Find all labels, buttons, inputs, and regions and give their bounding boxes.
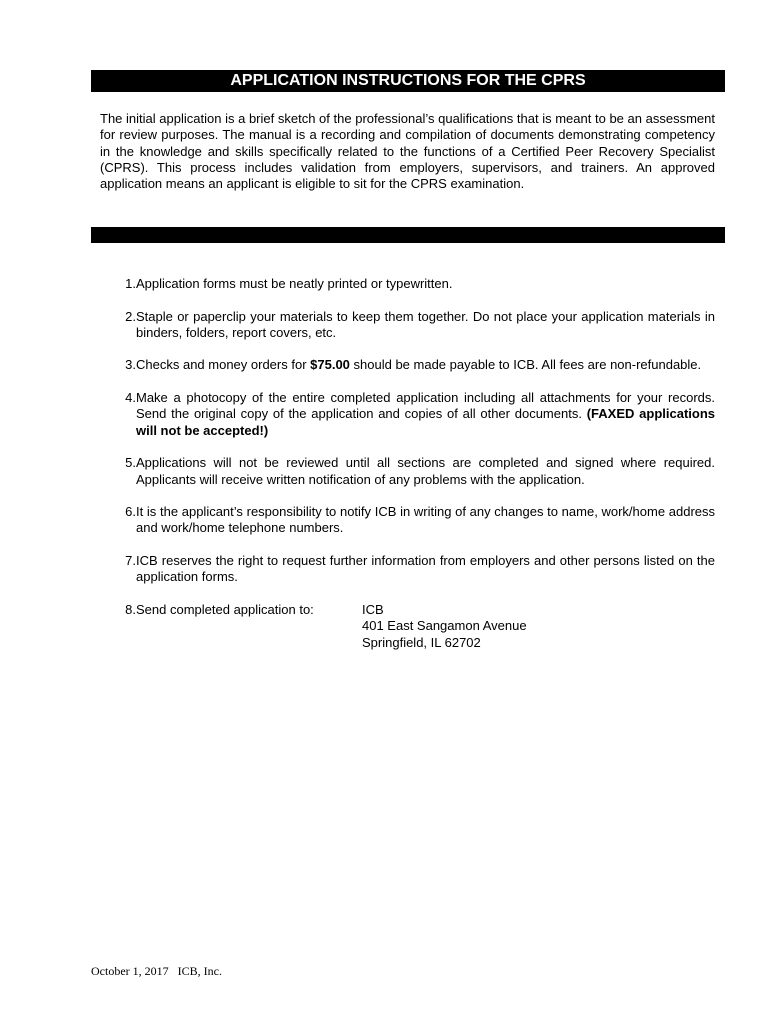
list-item (100, 309, 715, 342)
item-text-post: should be made payable to ICB. All fees are non-refundable. (349, 357, 702, 373)
address-line: 401 East Sangamon Avenue (362, 618, 527, 634)
address-line: Springfield, IL 62702 (362, 634, 481, 650)
page-title: APPLICATION INSTRUCTIONS FOR THE CPRS (91, 70, 725, 92)
list-item (100, 553, 715, 586)
instructions-list (100, 276, 715, 667)
item-number: 5. (125, 455, 136, 471)
item-number: 7. (125, 553, 136, 569)
list-item (100, 390, 715, 439)
item-text-pre: Checks and money orders for (136, 357, 311, 373)
item-number: 4. (125, 390, 136, 406)
item-text (136, 602, 715, 651)
item-text: ICB reserves the right to request further information from employers and other persons listed on the application forms. (136, 553, 715, 585)
fax-warning: (FAXED applications will not be accepted!) (136, 406, 715, 438)
item-text (136, 390, 715, 439)
intro-paragraph: The initial application is a brief sketch of the professional’s qualifications that is meant to be an assessment for review purposes. The manual is a recording and compilation of documents demonstrating competency in the knowledge and skills specifically related to the functions of a Certified Peer Recovery Specialist (CPRS). This process includes validation from employers, supervisors, and trainers. An approved application means an applicant is eligible to sit for the CPRS examination. (100, 111, 715, 192)
item-text (136, 357, 715, 373)
fee-amount: $75.00 (310, 357, 350, 373)
list-item (100, 357, 715, 373)
address-line: ICB (362, 601, 384, 617)
item-number: 1. (125, 276, 136, 291)
item-number: 8. (125, 601, 136, 617)
list-item (100, 602, 715, 651)
item-text-pre: Make a photocopy of the entire completed application including all attachments for your records. Send the original copy of the application and copies of all other documents. (136, 390, 715, 422)
item-text: Applications will not be reviewed until all sections are completed and signed where required. Applicants will receive written notification of any problems with the application. (136, 455, 715, 487)
item-number: 2. (125, 308, 136, 324)
list-item (100, 276, 715, 292)
page-footer: October 1, 2017 ICB, Inc. (91, 964, 222, 978)
list-item (100, 504, 715, 537)
item-number: 6. (125, 504, 136, 520)
send-label: Send completed application to: (136, 601, 314, 617)
item-text: It is the applicant’s responsibility to notify ICB in writing of any changes to name, work/home address and work/home telephone numbers. (136, 504, 715, 536)
mailing-address (362, 602, 527, 651)
item-text: Application forms must be neatly printed or typewritten. (136, 276, 453, 291)
item-number: 3. (125, 357, 136, 373)
section-divider-bar (91, 227, 725, 243)
item-text: Staple or paperclip your materials to keep them together. Do not place your application materials in binders, folders, report covers, etc. (136, 308, 715, 340)
list-item (100, 455, 715, 488)
